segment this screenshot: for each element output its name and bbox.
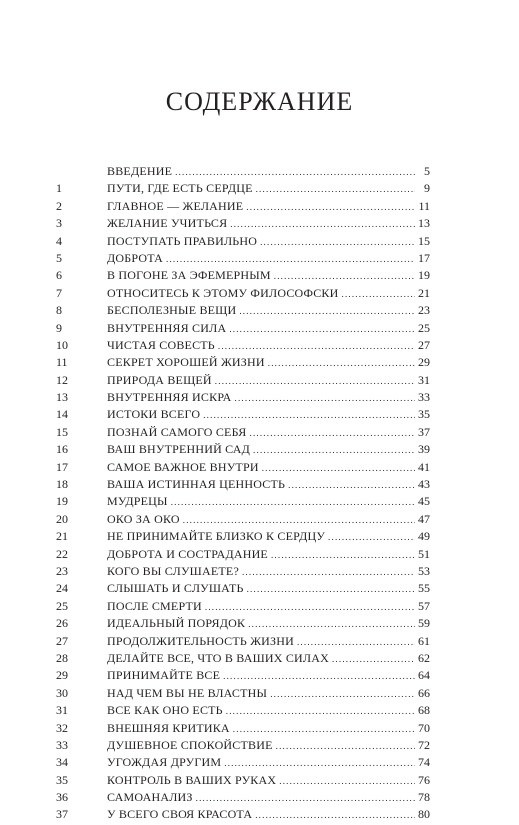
dot-leader xyxy=(175,164,415,181)
dot-leader xyxy=(253,442,415,459)
chapter-title: ДОБРОТА xyxy=(107,250,164,265)
dot-leader xyxy=(268,355,415,372)
chapter-title: ВАШ ВНУТРЕННИЙ САД xyxy=(107,442,251,457)
chapter-number: 6 xyxy=(56,268,62,283)
page-number: 5 xyxy=(424,164,430,178)
chapter-number: 32 xyxy=(56,720,68,735)
chapter-number: 20 xyxy=(56,511,68,526)
chapter-number: 25 xyxy=(56,598,68,613)
dot-leader xyxy=(215,373,415,390)
chapter-title: ПОСТУПАТЬ ПРАВИЛЬНО xyxy=(107,233,258,248)
toc-entry[interactable] xyxy=(56,667,430,684)
toc-entry[interactable] xyxy=(56,685,430,702)
chapter-title: ЖЕЛАНИЕ УЧИТЬСЯ xyxy=(107,216,228,231)
dot-leader xyxy=(342,286,416,303)
chapter-title: ОТНОСИТЕСЬ К ЭТОМУ ФИЛОСОФСКИ xyxy=(107,285,339,300)
dot-leader xyxy=(224,755,415,772)
dot-leader xyxy=(203,407,415,424)
chapter-title: ПРОДОЛЖИТЕЛЬНОСТЬ ЖИЗНИ xyxy=(107,633,294,648)
chapter-number: 2 xyxy=(56,198,62,213)
chapter-title: ПОЗНАЙ САМОГО СЕБЯ xyxy=(107,424,247,439)
dot-leader xyxy=(246,199,415,216)
page-number: 41 xyxy=(418,459,430,474)
chapter-number: 18 xyxy=(56,477,68,492)
dot-leader xyxy=(271,547,415,564)
chapter-title: ВСЕ КАК ОНО ЕСТЬ xyxy=(107,703,223,718)
chapter-number: 5 xyxy=(56,250,62,265)
chapter-number: 9 xyxy=(56,320,62,335)
toc-entry[interactable] xyxy=(56,615,430,632)
page-number: 13 xyxy=(418,216,430,231)
page-number: 51 xyxy=(418,546,430,561)
toc-entry[interactable] xyxy=(56,633,430,650)
toc-entry[interactable] xyxy=(56,720,430,737)
toc-entry[interactable] xyxy=(56,198,430,215)
dot-leader xyxy=(276,738,415,755)
toc-entry[interactable] xyxy=(56,459,430,476)
chapter-number: 11 xyxy=(56,355,68,370)
dot-leader xyxy=(270,686,415,703)
toc-entry[interactable] xyxy=(56,650,430,667)
chapter-title: ВВЕДЕНИЕ xyxy=(107,164,173,178)
page-number: 45 xyxy=(418,494,430,509)
toc-entry[interactable] xyxy=(56,789,430,806)
dot-leader xyxy=(233,721,415,738)
dot-leader xyxy=(226,703,415,720)
page-number: 68 xyxy=(418,703,430,718)
page-number: 70 xyxy=(418,720,430,735)
toc-entry[interactable] xyxy=(56,372,430,389)
chapter-number: 3 xyxy=(56,216,62,231)
dot-leader xyxy=(218,338,415,355)
chapter-number: 15 xyxy=(56,424,68,439)
page-number: 64 xyxy=(418,668,430,683)
page-number: 61 xyxy=(418,633,430,648)
chapter-title: ОКО ЗА ОКО xyxy=(107,511,180,526)
chapter-number: 1 xyxy=(56,181,62,196)
dot-leader xyxy=(248,616,415,633)
table-of-contents xyxy=(56,163,430,824)
chapter-number: 34 xyxy=(56,755,68,770)
chapter-title: ДЕЛАЙТЕ ВСЕ, ЧТО В ВАШИХ СИЛАХ xyxy=(107,650,329,665)
toc-entry[interactable] xyxy=(56,163,430,180)
page-number: 11 xyxy=(418,198,430,213)
toc-entry[interactable] xyxy=(56,737,430,754)
dot-leader xyxy=(274,268,415,285)
dot-leader xyxy=(242,564,415,581)
page-number: 74 xyxy=(418,755,430,770)
chapter-title: ПУТИ, ГДЕ ЕСТЬ СЕРДЦЕ xyxy=(107,181,253,196)
chapter-number: 29 xyxy=(56,668,68,683)
chapter-title: ВНУТРЕННЯЯ ИСКРА xyxy=(107,390,232,405)
chapter-number: 31 xyxy=(56,703,68,718)
page-number: 59 xyxy=(418,616,430,631)
page-number: 78 xyxy=(418,790,430,805)
page-number: 57 xyxy=(418,598,430,613)
chapter-number: 24 xyxy=(56,581,68,596)
page-number: 43 xyxy=(418,477,430,492)
chapter-title: УГОЖДАЯ ДРУГИМ xyxy=(107,755,222,770)
toc-entry[interactable] xyxy=(56,302,430,319)
toc-entry[interactable] xyxy=(56,215,430,232)
dot-leader xyxy=(297,634,415,651)
chapter-number: 35 xyxy=(56,772,68,787)
page-number: 33 xyxy=(418,390,430,405)
chapter-title: ПРИРОДА ВЕЩЕЙ xyxy=(107,372,212,387)
page-number: 47 xyxy=(418,511,430,526)
dot-leader xyxy=(223,668,415,685)
chapter-title: МУДРЕЦЫ xyxy=(107,494,168,509)
dot-leader xyxy=(247,581,415,598)
toc-entry[interactable] xyxy=(56,406,430,423)
page-title: СОДЕРЖАНИЕ xyxy=(165,87,354,116)
toc-entry[interactable] xyxy=(56,546,430,563)
chapter-number: 22 xyxy=(56,546,68,561)
chapter-title: НАД ЧЕМ ВЫ НЕ ВЛАСТНЫ xyxy=(107,685,268,700)
dot-leader xyxy=(288,477,415,494)
chapter-title: СЛЫШАТЬ И СЛУШАТЬ xyxy=(107,581,244,596)
dot-leader xyxy=(256,181,415,198)
chapter-number: 26 xyxy=(56,616,68,631)
chapter-number: 12 xyxy=(56,372,68,387)
dot-leader xyxy=(332,651,415,668)
chapter-number: 37 xyxy=(56,807,68,822)
toc-entry[interactable] xyxy=(56,424,430,441)
toc-entry[interactable] xyxy=(56,354,430,371)
page-number: 66 xyxy=(418,685,430,700)
chapter-title: В ПОГОНЕ ЗА ЭФЕМЕРНЫМ xyxy=(107,268,271,283)
toc-entry[interactable] xyxy=(56,233,430,250)
chapter-title: СЕКРЕТ ХОРОШЕЙ ЖИЗНИ xyxy=(107,355,265,370)
chapter-number: 17 xyxy=(56,459,68,474)
toc-entry[interactable] xyxy=(56,772,430,789)
dot-leader xyxy=(183,512,415,529)
chapter-title: ВНУТРЕННЯЯ СИЛА xyxy=(107,320,227,335)
toc-entry[interactable] xyxy=(56,580,430,597)
chapter-number: 30 xyxy=(56,685,68,700)
page-number: 53 xyxy=(418,563,430,578)
dot-leader xyxy=(229,321,415,338)
dot-leader xyxy=(171,494,415,511)
chapter-title: САМОАНАЛИЗ xyxy=(107,790,193,805)
toc-entry[interactable] xyxy=(56,493,430,510)
toc-entry[interactable] xyxy=(56,337,430,354)
page-number: 62 xyxy=(418,650,430,665)
chapter-number: 7 xyxy=(56,285,62,300)
chapter-number: 23 xyxy=(56,563,68,578)
chapter-number: 36 xyxy=(56,790,68,805)
toc-entry[interactable] xyxy=(56,476,430,493)
page-number: 23 xyxy=(418,303,430,318)
toc-entry[interactable] xyxy=(56,250,430,267)
dot-leader xyxy=(196,790,415,807)
chapter-title: САМОЕ ВАЖНОЕ ВНУТРИ xyxy=(107,459,259,474)
chapter-title: У ВСЕГО СВОЯ КРАСОТА xyxy=(107,807,253,822)
dot-leader xyxy=(262,460,415,477)
page-number: 37 xyxy=(418,424,430,439)
chapter-number: 16 xyxy=(56,442,68,457)
chapter-title: ДОБРОТА И СОСТРАДАНИЕ xyxy=(107,546,268,561)
dot-leader xyxy=(239,303,415,320)
page-number: 55 xyxy=(418,581,430,596)
dot-leader xyxy=(279,773,415,790)
toc-entry[interactable] xyxy=(56,180,430,197)
page-number: 35 xyxy=(418,407,430,422)
page-number: 31 xyxy=(418,372,430,387)
toc-entry[interactable] xyxy=(56,702,430,719)
toc-entry[interactable] xyxy=(56,754,430,771)
toc-entry[interactable] xyxy=(56,511,430,528)
page-number: 39 xyxy=(418,442,430,457)
chapter-title: ВНЕШНЯЯ КРИТИКА xyxy=(107,720,230,735)
chapter-title: КОГО ВЫ СЛУШАЕТЕ? xyxy=(107,563,239,578)
toc-entry[interactable] xyxy=(56,441,430,458)
dot-leader xyxy=(166,251,415,268)
chapter-title: ГЛАВНОЕ — ЖЕЛАНИЕ xyxy=(107,198,244,213)
toc-entry[interactable] xyxy=(56,389,430,406)
page-number: 49 xyxy=(418,529,430,544)
chapter-title: ПОСЛЕ СМЕРТИ xyxy=(107,598,202,613)
dot-leader xyxy=(230,216,415,233)
page-number: 15 xyxy=(418,233,430,248)
dot-leader xyxy=(260,234,415,251)
toc-entry[interactable] xyxy=(56,563,430,580)
chapter-number: 21 xyxy=(56,529,68,544)
chapter-title: БЕСПОЛЕЗНЫЕ ВЕЩИ xyxy=(107,303,237,318)
chapter-title: НЕ ПРИНИМАЙТЕ БЛИЗКО К СЕРДЦУ xyxy=(107,529,326,544)
page-number: 9 xyxy=(424,181,430,196)
toc-entry[interactable] xyxy=(56,528,430,545)
page-number: 25 xyxy=(418,320,430,335)
page-number: 19 xyxy=(418,268,430,283)
chapter-number: 4 xyxy=(56,233,62,248)
chapter-title: ЧИСТАЯ СОВЕСТЬ xyxy=(107,337,215,352)
dot-leader xyxy=(328,529,415,546)
toc-entry[interactable] xyxy=(56,320,430,337)
chapter-title: ИСТОКИ ВСЕГО xyxy=(107,407,201,422)
dot-leader xyxy=(205,599,415,616)
toc-entry[interactable] xyxy=(56,806,430,823)
chapter-title: КОНТРОЛЬ В ВАШИХ РУКАХ xyxy=(107,772,277,787)
chapter-title: ПРИНИМАЙТЕ ВСЕ xyxy=(107,668,221,683)
toc-entry[interactable] xyxy=(56,267,430,284)
chapter-title: ВАША ИСТИННАЯ ЦЕННОСТЬ xyxy=(107,477,286,492)
page-number: 29 xyxy=(418,355,430,370)
chapter-number: 10 xyxy=(56,337,68,352)
chapter-number: 27 xyxy=(56,633,68,648)
dot-leader xyxy=(255,807,415,824)
dot-leader xyxy=(235,390,415,407)
chapter-number: 14 xyxy=(56,407,68,422)
chapter-number: 19 xyxy=(56,494,68,509)
page-number: 76 xyxy=(418,772,430,787)
toc-entry[interactable] xyxy=(56,285,430,302)
chapter-number: 33 xyxy=(56,737,68,752)
chapter-number: 28 xyxy=(56,650,68,665)
dot-leader xyxy=(250,425,416,442)
chapter-number: 8 xyxy=(56,303,62,318)
chapter-title: ДУШЕВНОЕ СПОКОЙСТВИЕ xyxy=(107,737,273,752)
chapter-title: ИДЕАЛЬНЫЙ ПОРЯДОК xyxy=(107,616,246,631)
page-number: 17 xyxy=(418,250,430,265)
page-number: 80 xyxy=(418,807,430,822)
page-number: 72 xyxy=(418,737,430,752)
page-number: 27 xyxy=(418,337,430,352)
page-number: 21 xyxy=(418,285,430,300)
toc-entry[interactable] xyxy=(56,598,430,615)
chapter-number: 13 xyxy=(56,390,68,405)
